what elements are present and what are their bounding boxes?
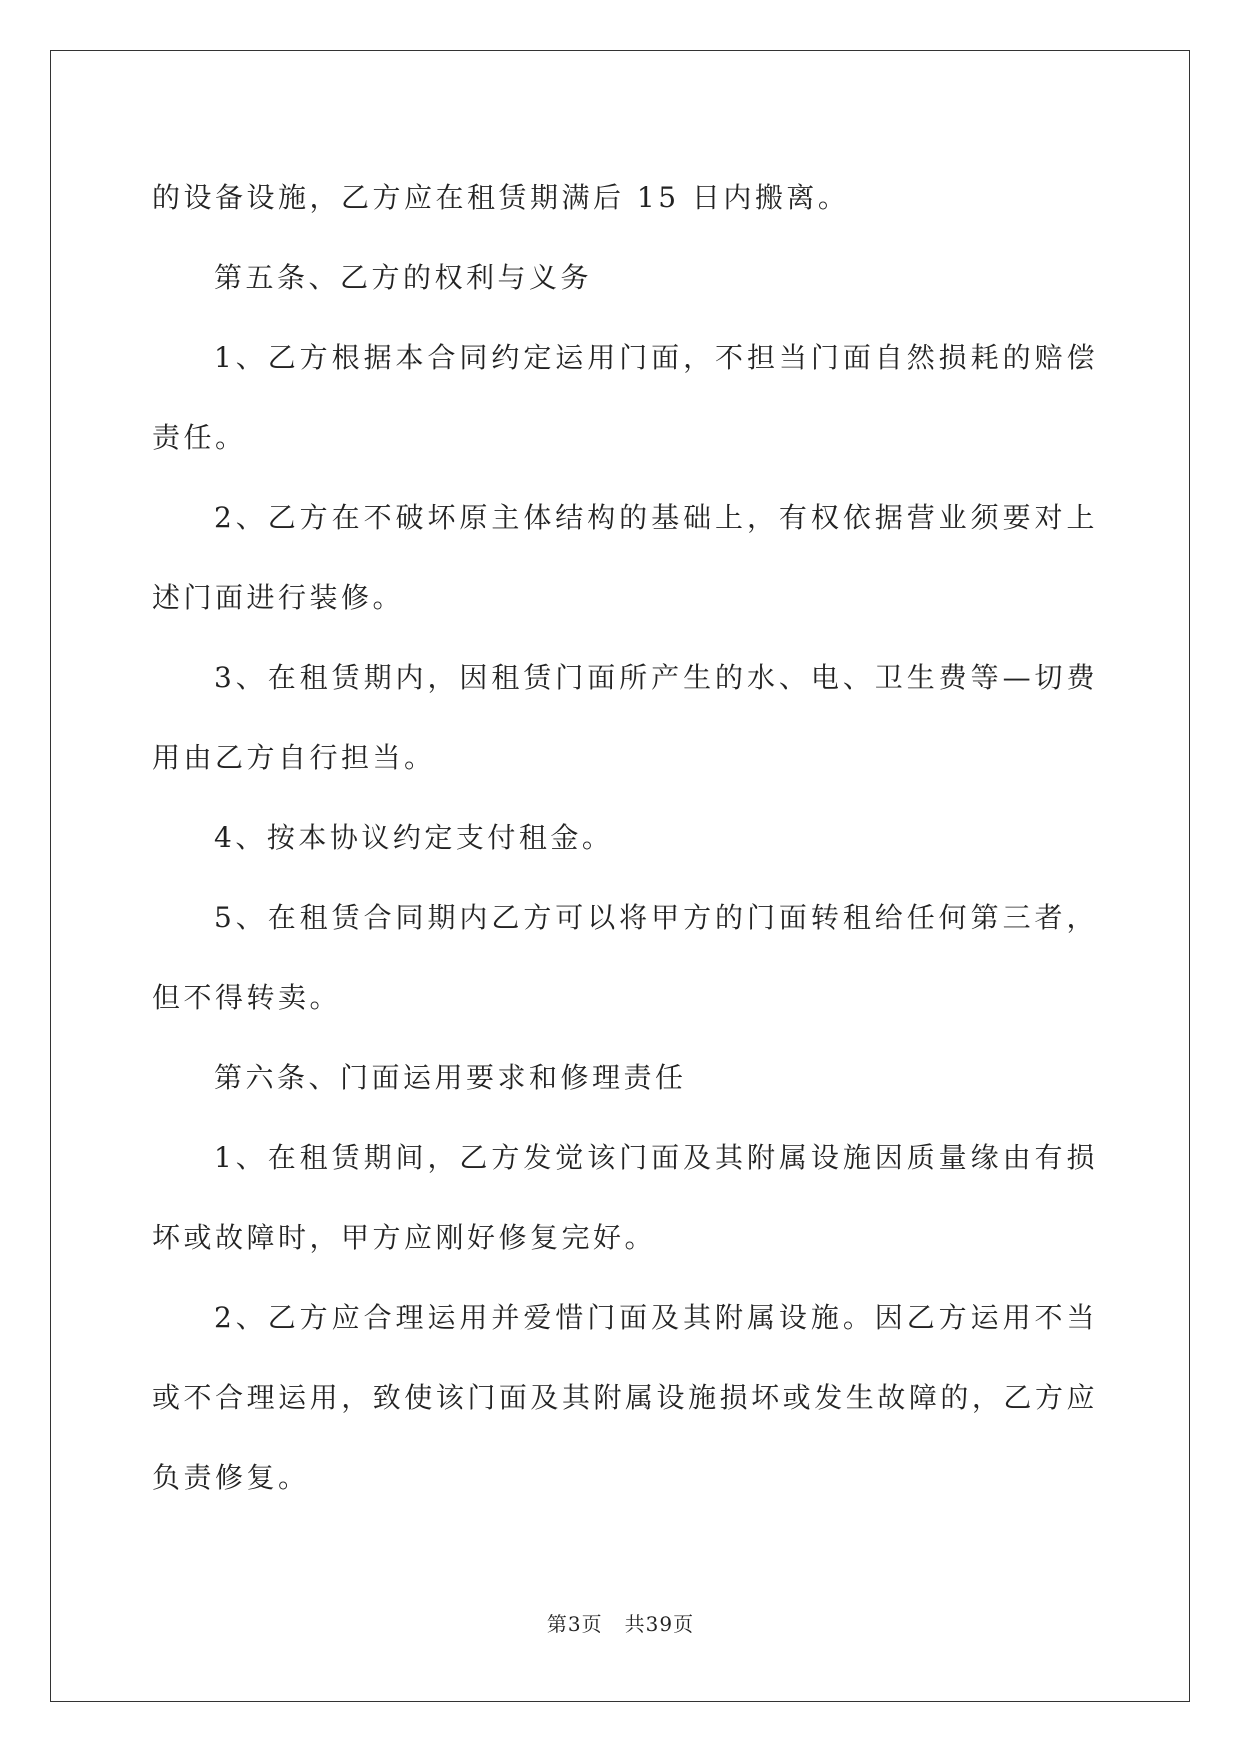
article-six-item-1: 1、在租赁期间，乙方发觉该门面及其附属设施因质量缘由有损坏或故障时，甲方应刚好修复完好。	[152, 1141, 1098, 1254]
article-five-heading: 第五条、乙方的权利与义务	[214, 261, 593, 294]
page-footer	[0, 1608, 1241, 1637]
article-five-item-2: 2、乙方在不破坏原主体结构的基础上，有权依据营业须要对上述门面进行装修。	[152, 501, 1098, 614]
page-number: 第3页	[546, 1612, 603, 1636]
article-five-item-5: 5、在租赁合同期内乙方可以将甲方的门面转租给任何第三者，但不得转卖。	[152, 901, 1098, 1014]
article-six-heading: 第六条、门面运用要求和修理责任	[214, 1061, 687, 1094]
article-five-item-3: 3、在租赁期内，因租赁门面所产生的水、电、卫生费等—切费用由乙方自行担当。	[152, 661, 1098, 774]
article-five-item-4: 4、按本协议约定支付租金。	[214, 821, 614, 854]
paragraph-continuation: 的设备设施，乙方应在租赁期满后 15 日内搬离。	[152, 181, 850, 214]
page-total: 共39页	[624, 1612, 695, 1636]
document-body	[152, 158, 1098, 1518]
article-five-item-1: 1、乙方根据本合同约定运用门面，不担当门面自然损耗的赔偿责任。	[152, 341, 1098, 454]
article-six-item-2: 2、乙方应合理运用并爱惜门面及其附属设施。因乙方运用不当或不合理运用，致使该门面及其附属设施损坏或发生故障的，乙方应负责修复。	[152, 1301, 1098, 1494]
